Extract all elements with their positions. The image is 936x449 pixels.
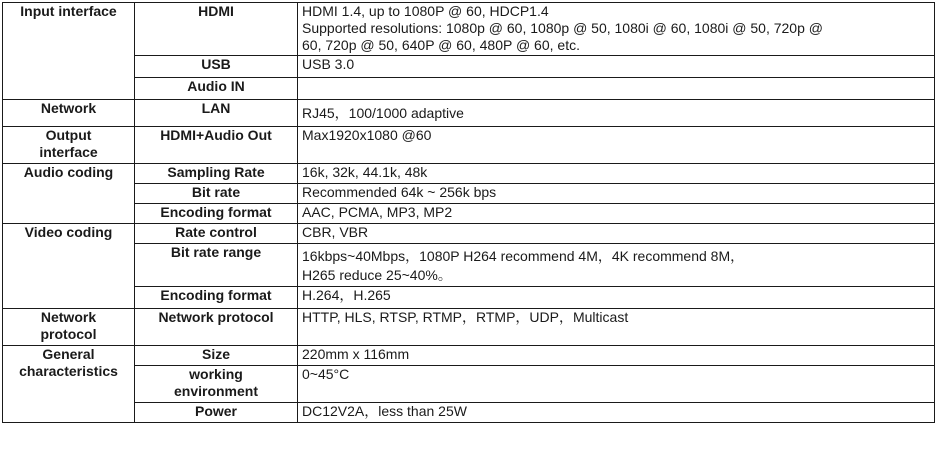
output-label-line-1: Output xyxy=(45,127,92,143)
item-power: Power xyxy=(135,403,298,423)
category-video-coding: Video coding xyxy=(3,224,135,309)
category-audio-coding: Audio coding xyxy=(3,164,135,224)
hdmi-line-2: Supported resolutions: 1080p @ 60, 1080p @ 50, 1080i @ 60, 1080i @ 50, 720p @ xyxy=(302,20,823,36)
hdmi-line-1: HDMI 1.4, up to 1080P @ 60, HDCP1.4 xyxy=(302,3,549,19)
item-sampling-rate: Sampling Rate xyxy=(135,164,298,184)
category-network: Network xyxy=(3,100,135,127)
value-usb: USB 3.0 xyxy=(298,56,935,78)
value-rate-control: CBR, VBR xyxy=(298,224,935,244)
value-audio-bit-rate: Recommended 64k ~ 256k bps xyxy=(298,184,935,204)
bit-rate-range-line-2: H265 reduce 25~40%。 xyxy=(302,267,452,283)
network-protocol-label-line-2: protocol xyxy=(40,326,97,342)
item-usb: USB xyxy=(135,56,298,78)
spec-table xyxy=(2,2,935,423)
general-label-line-2: characteristics xyxy=(19,363,118,379)
network-protocol-label-line-1: Network xyxy=(40,309,97,325)
output-label-line-2: interface xyxy=(39,144,98,160)
value-sampling-rate: 16k, 32k, 44.1k, 48k xyxy=(298,164,935,184)
value-audio-in xyxy=(298,78,935,100)
value-lan: RJ45，100/1000 adaptive xyxy=(298,100,935,127)
value-hdmi-audio-out: Max1920x1080 @60 xyxy=(298,127,935,164)
item-bit-rate-range: Bit rate range xyxy=(135,244,298,287)
item-audio-bit-rate: Bit rate xyxy=(135,184,298,204)
bit-rate-range-line-1: 16kbps~40Mbps，1080P H264 recommend 4M，4K recommend 8M， xyxy=(302,248,745,264)
table-row xyxy=(3,346,935,366)
value-power: DC12V2A，less than 25W xyxy=(298,403,935,423)
table-row xyxy=(3,403,935,423)
table-row xyxy=(3,127,935,164)
table-row xyxy=(3,287,935,309)
table-row xyxy=(3,224,935,244)
general-label-line-1: General xyxy=(42,346,95,362)
item-network-protocol: Network protocol xyxy=(135,309,298,346)
table-row xyxy=(3,244,935,287)
item-audio-encoding-format: Encoding format xyxy=(135,204,298,224)
value-working-environment: 0~45°C xyxy=(298,366,935,403)
item-hdmi-audio-out: HDMI+Audio Out xyxy=(135,127,298,164)
value-hdmi xyxy=(298,3,935,56)
category-input-interface: Input interface xyxy=(3,3,135,100)
table-row xyxy=(3,366,935,403)
category-output-interface xyxy=(3,127,135,164)
working-environment-line-2: environment xyxy=(173,383,258,399)
working-environment-line-1: working xyxy=(189,366,243,382)
item-video-encoding-format: Encoding format xyxy=(135,287,298,309)
table-row xyxy=(3,164,935,184)
item-lan: LAN xyxy=(135,100,298,127)
table-row xyxy=(3,204,935,224)
category-general-characteristics xyxy=(3,346,135,423)
item-size: Size xyxy=(135,346,298,366)
table-row xyxy=(3,100,935,127)
item-audio-in: Audio IN xyxy=(135,78,298,100)
item-working-environment xyxy=(135,366,298,403)
table-row xyxy=(3,309,935,346)
value-size: 220mm x 116mm xyxy=(298,346,935,366)
hdmi-line-3: 60, 720p @ 50, 640P @ 60, 480P @ 60, etc. xyxy=(302,37,580,53)
table-row xyxy=(3,78,935,100)
value-network-protocol: HTTP, HLS, RTSP, RTMP，RTMP，UDP，Multicast xyxy=(298,309,935,346)
category-network-protocol xyxy=(3,309,135,346)
table-row xyxy=(3,184,935,204)
value-video-encoding-format: H.264，H.265 xyxy=(298,287,935,309)
table-row xyxy=(3,56,935,78)
value-audio-encoding-format: AAC, PCMA, MP3, MP2 xyxy=(298,204,935,224)
value-bit-rate-range xyxy=(298,244,935,287)
item-rate-control: Rate control xyxy=(135,224,298,244)
table-row xyxy=(3,3,935,56)
item-hdmi: HDMI xyxy=(135,3,298,56)
